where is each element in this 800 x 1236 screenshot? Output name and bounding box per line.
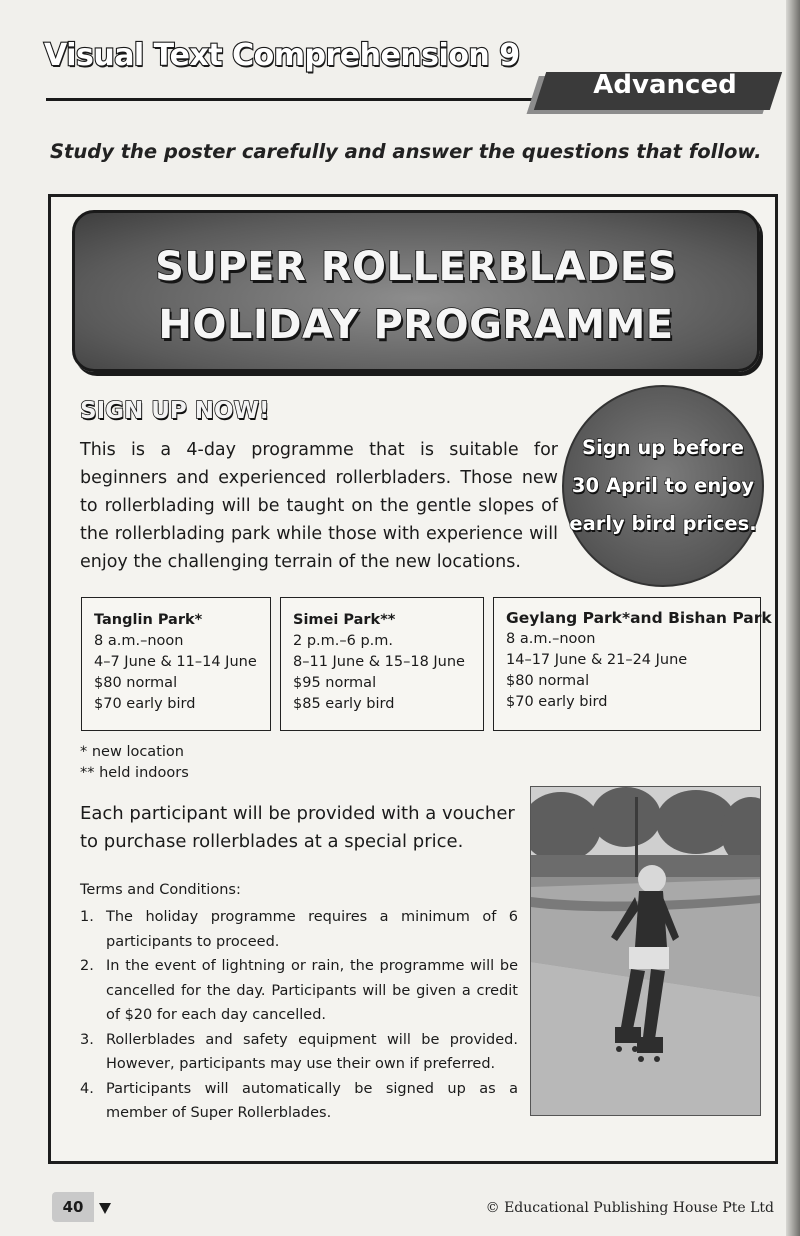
location-name: Geylang Park*and Bishan Park xyxy=(506,609,772,627)
location-box-geylang-bishan xyxy=(493,597,772,731)
poster-title-line-1: SUPER ROLLERBLADES xyxy=(155,244,677,290)
instruction-text: Study the poster carefully and answer the questions that follow. xyxy=(50,140,762,163)
location-box-simei xyxy=(280,597,484,731)
badge-text xyxy=(568,429,758,543)
poster-title-line-2: HOLIDAY PROGRAMME xyxy=(158,302,674,348)
term-text: The holiday programme requires a minimum of 6 participants to proceed. xyxy=(106,909,518,950)
term-number: 1. xyxy=(80,909,94,925)
term-item xyxy=(80,1028,518,1077)
level-tag: Advanced xyxy=(593,70,737,100)
note-held-indoors: ** held indoors xyxy=(80,765,189,781)
page-number: 40 xyxy=(52,1192,94,1222)
location-normal-price: $95 normal xyxy=(293,675,377,691)
term-number: 2. xyxy=(80,958,94,974)
term-number: 3. xyxy=(80,1031,94,1048)
location-normal-price: $80 normal xyxy=(94,675,178,691)
location-normal-price: $80 normal xyxy=(506,673,590,689)
term-text: Rollerblades and safety equipment will be provided. However, participants may use their own if preferred. xyxy=(106,1031,518,1072)
badge-line: 30 April to enjoy xyxy=(571,474,755,497)
location-name: Tanglin Park* xyxy=(94,612,203,628)
term-item xyxy=(80,954,518,1028)
term-item xyxy=(80,1077,518,1126)
voucher-paragraph: Each participant will be provided with a voucher to purchase rollerblades at a special price. xyxy=(80,803,515,852)
terms-title: Terms and Conditions: xyxy=(80,882,241,898)
page-edge-shadow xyxy=(786,0,800,1236)
location-early-price: $70 early bird xyxy=(506,694,608,710)
location-dates: 14–17 June & 21–24 June xyxy=(506,652,688,668)
intro-paragraph: This is a 4-day programme that is suitable for beginners and experienced rollerbladers. Those new to rollerblading will be taught on the gentle slopes of the rollerblading park while those with experience will enjoy the challenging terrain of the new locations. xyxy=(80,440,558,572)
term-item xyxy=(80,905,518,954)
location-time: 8 a.m.–noon xyxy=(506,631,596,647)
rollerblader-photo-illustration xyxy=(531,787,761,1116)
early-bird-badge xyxy=(562,385,764,587)
copyright-text: © Educational Publishing House Pte Ltd xyxy=(485,1200,774,1216)
triangle-down-icon xyxy=(98,1201,112,1215)
location-box-tanglin xyxy=(81,597,271,731)
location-name: Simei Park** xyxy=(293,612,396,628)
location-dates: 8–11 June & 15–18 June xyxy=(293,654,465,670)
location-notes xyxy=(80,742,189,784)
location-dates: 4–7 June & 11–14 June xyxy=(94,654,257,670)
rollerblader-photo xyxy=(530,786,761,1116)
term-number: 4. xyxy=(80,1080,94,1097)
badge-line: early bird prices. xyxy=(569,512,757,535)
location-early-price: $70 early bird xyxy=(94,696,196,712)
badge-line: Sign up before xyxy=(582,436,744,459)
note-new-location: * new location xyxy=(80,744,184,760)
location-time: 8 a.m.–noon xyxy=(94,633,184,649)
location-early-price: $85 early bird xyxy=(293,696,395,712)
terms-list xyxy=(80,905,518,1126)
header-divider xyxy=(46,98,546,101)
location-time: 2 p.m.–6 p.m. xyxy=(293,633,394,649)
signup-heading: SIGN UP NOW! xyxy=(80,398,270,424)
term-text: In the event of lightning or rain, the programme will be cancelled for the day. Participants will be given a credit of $20 for each day cancelled. xyxy=(106,958,518,1023)
page-title: Visual Text Comprehension 9 xyxy=(44,38,520,73)
term-text: Participants will automatically be signed up as a member of Super Rollerblades. xyxy=(106,1080,518,1121)
